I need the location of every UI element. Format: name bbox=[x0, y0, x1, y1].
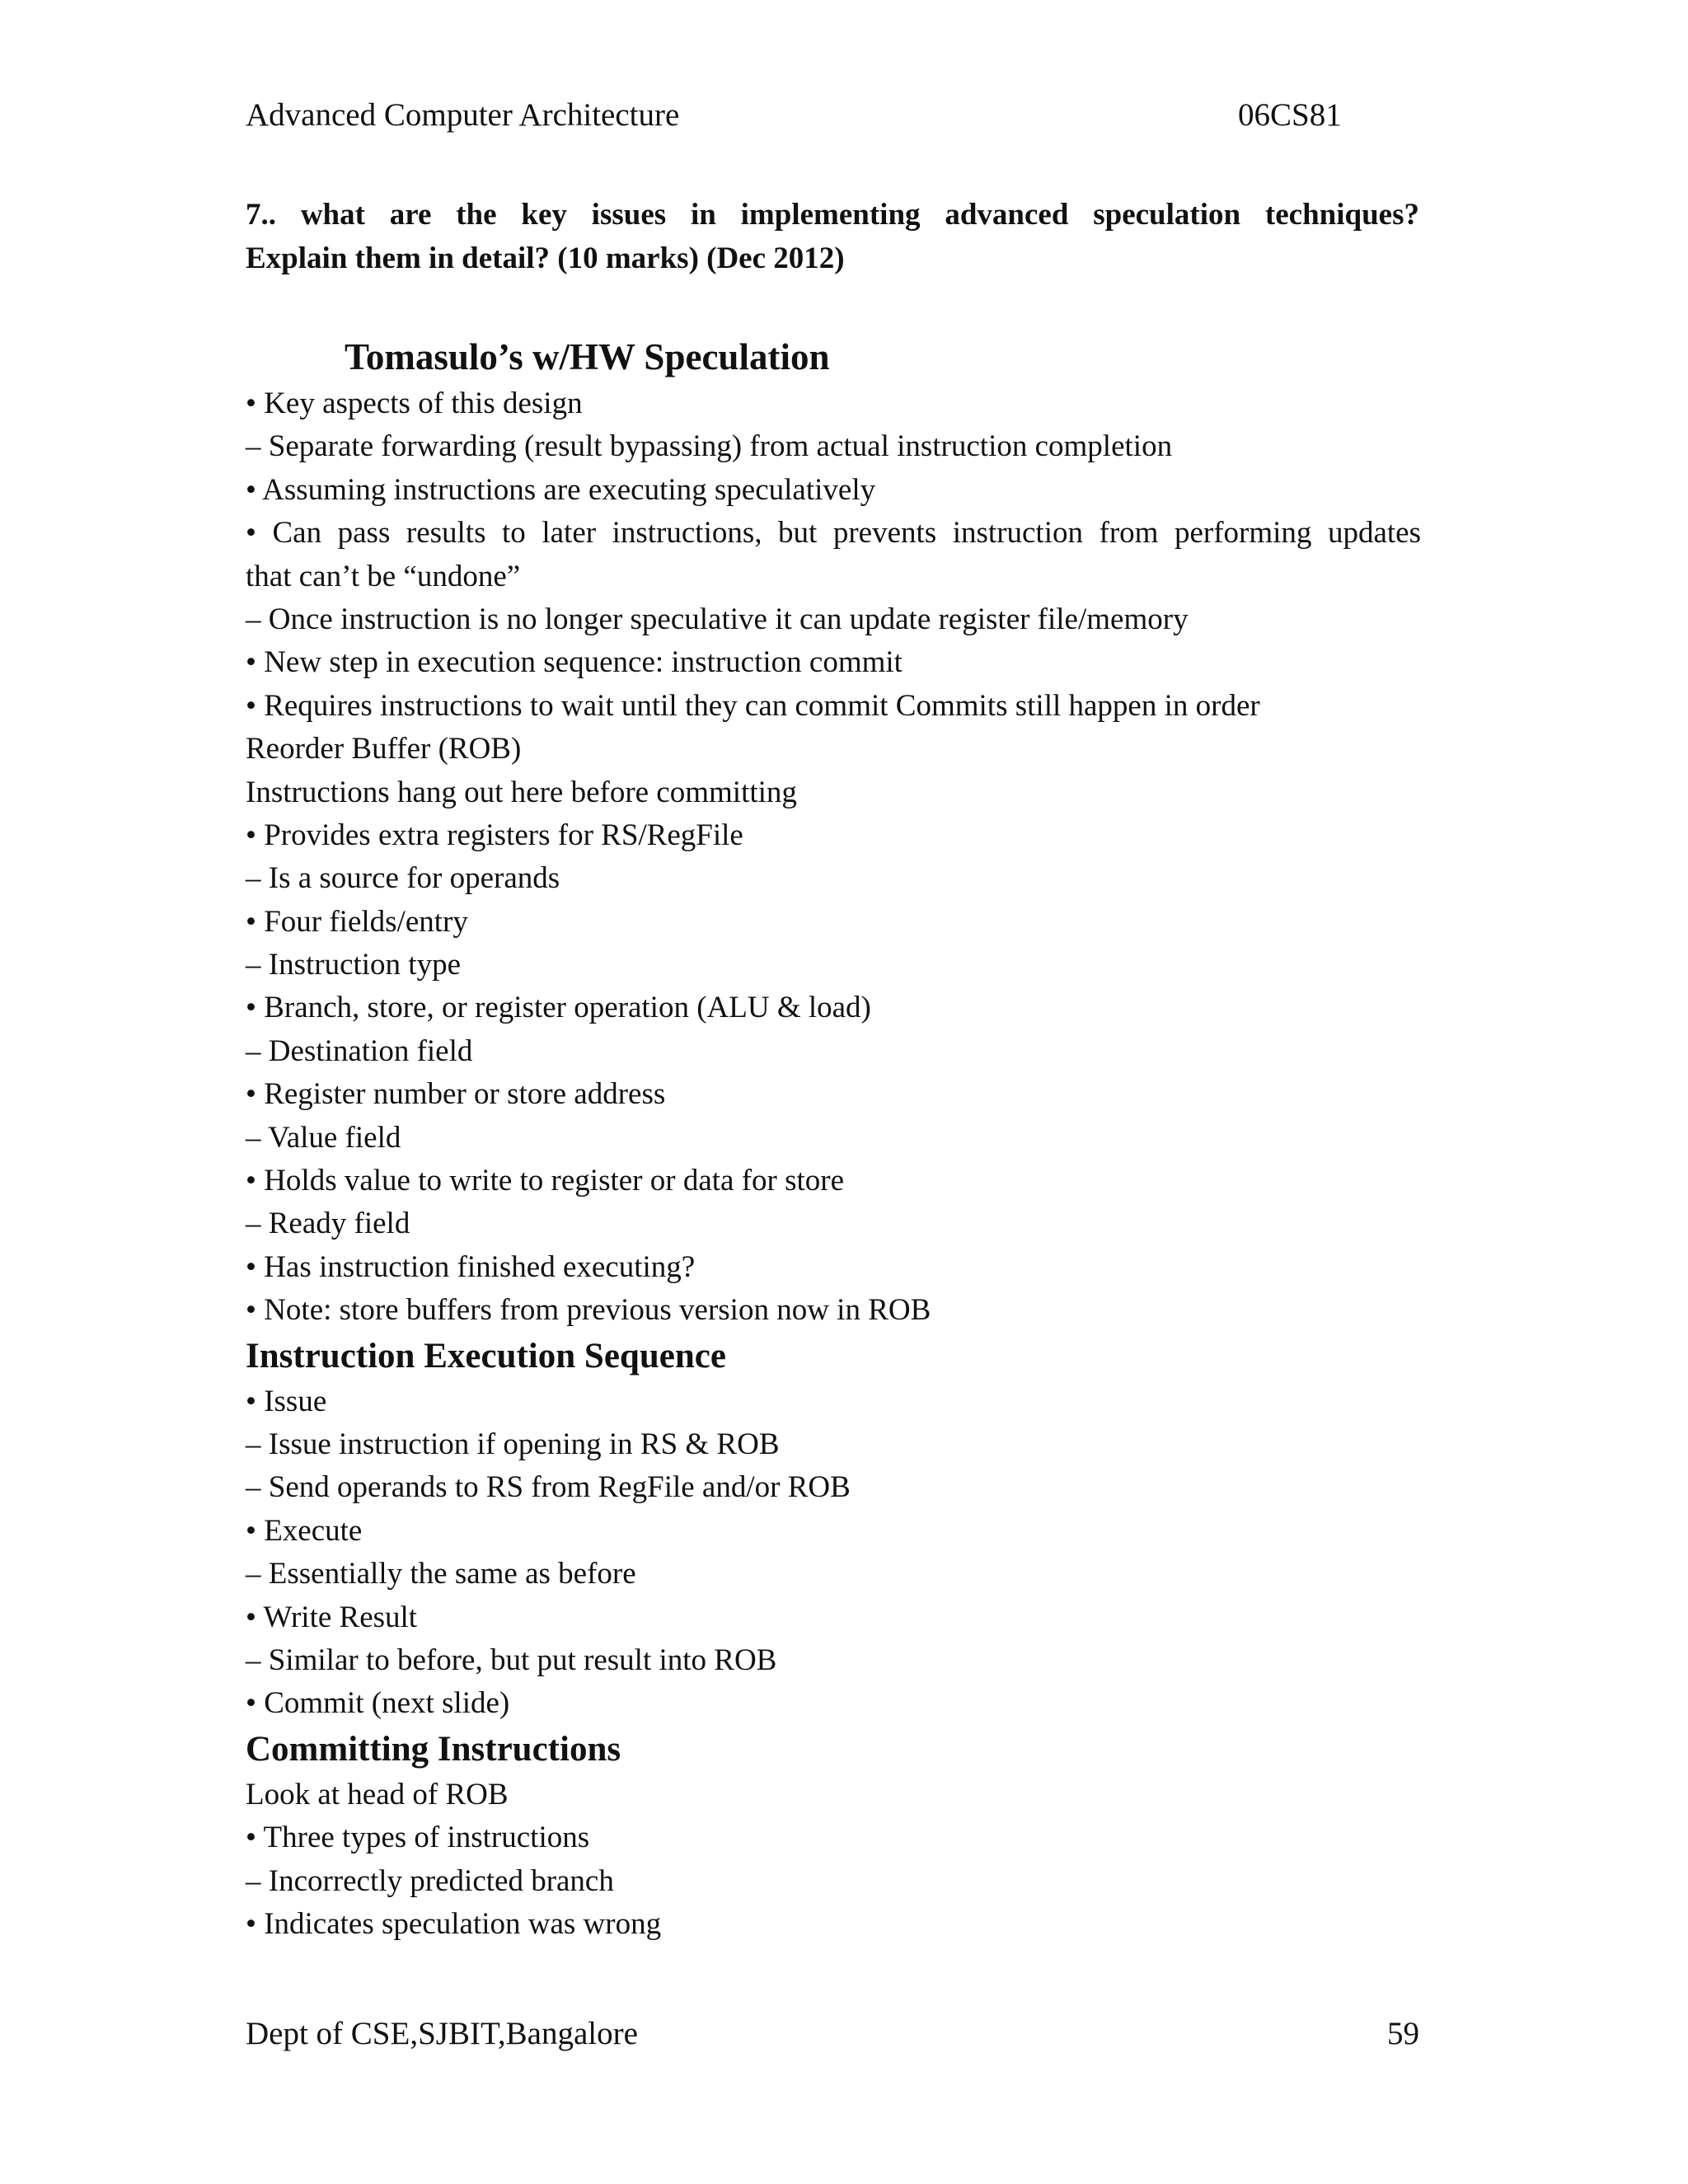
body-line: • Execute bbox=[246, 1513, 363, 1548]
question-line-2: Explain them in detail? (10 marks) (Dec 2012) bbox=[246, 241, 845, 275]
body-line: • Key aspects of this design bbox=[246, 387, 583, 420]
body-line: – Incorrectly predicted branch bbox=[246, 1863, 614, 1898]
body-line: – Is a source for operands bbox=[246, 861, 560, 896]
body-line: • Issue bbox=[246, 1384, 327, 1418]
body-line: • Write Result bbox=[246, 1600, 418, 1634]
body-line: • Four fields/entry bbox=[246, 904, 468, 939]
body-line: – Send operands to RS from RegFile and/or ROB bbox=[246, 1470, 851, 1505]
body-line: – Issue instruction if opening in RS & ROB bbox=[246, 1427, 780, 1461]
body-line: • Assuming instructions are executing speculatively bbox=[246, 472, 876, 507]
body-line: – Once instruction is no longer speculative it can update register file/memory bbox=[246, 602, 1189, 636]
body-line: – Destination field bbox=[246, 1033, 473, 1068]
footer-department: Dept of CSE,SJBIT,Bangalore bbox=[246, 2016, 638, 2051]
header-course-code: 06CS81 bbox=[1238, 97, 1342, 133]
body-line: that can’t be “undone” bbox=[246, 559, 521, 593]
question-block bbox=[246, 193, 1419, 280]
body-line: Instructions hang out here before committing bbox=[246, 775, 797, 809]
footer-page-number: 59 bbox=[1387, 2016, 1419, 2051]
body-line: – Instruction type bbox=[246, 948, 462, 982]
body-content bbox=[246, 331, 1421, 1946]
section-heading-committing: Committing Instructions bbox=[246, 1729, 621, 1769]
body-line: – Similar to before, but put result into ROB bbox=[246, 1643, 777, 1677]
body-line: • Branch, store, or register operation (ALU & load) bbox=[246, 991, 871, 1025]
question-line-1: 7.. what are the key issues in implementing advanced speculation techniques? bbox=[246, 198, 1419, 232]
body-line: • Requires instructions to wait until they can commit Commits still happen in order bbox=[246, 688, 1260, 723]
body-line: Look at head of ROB bbox=[246, 1777, 509, 1811]
body-line: • New step in execution sequence: instruction commit bbox=[246, 645, 903, 680]
body-line: • Has instruction finished executing? bbox=[246, 1249, 696, 1284]
section-heading-execution-sequence: Instruction Execution Sequence bbox=[246, 1336, 726, 1376]
body-line: • Provides extra registers for RS/RegFile bbox=[246, 818, 743, 852]
body-line: – Essentially the same as before bbox=[246, 1557, 636, 1591]
body-line: • Note: store buffers from previous version now in ROB bbox=[246, 1293, 931, 1328]
body-line: Reorder Buffer (ROB) bbox=[246, 732, 522, 766]
body-line: • Three types of instructions bbox=[246, 1821, 590, 1855]
header-title: Advanced Computer Architecture bbox=[246, 97, 680, 133]
body-line: – Separate forwarding (result bypassing) from actual instruction completion bbox=[246, 429, 1173, 464]
body-line: • Indicates speculation was wrong bbox=[246, 1906, 662, 1941]
body-line: – Value field bbox=[246, 1120, 401, 1155]
body-line: • Commit (next slide) bbox=[246, 1686, 510, 1721]
body-line: • Holds value to write to register or data for store bbox=[246, 1164, 845, 1198]
body-line: • Can pass results to later instructions, but prevents instruction from performing updates bbox=[246, 516, 1421, 551]
section-heading-tomasulo: Tomasulo’s w/HW Speculation bbox=[345, 336, 830, 377]
body-line: – Ready field bbox=[246, 1207, 410, 1241]
body-line: • Register number or store address bbox=[246, 1077, 666, 1112]
